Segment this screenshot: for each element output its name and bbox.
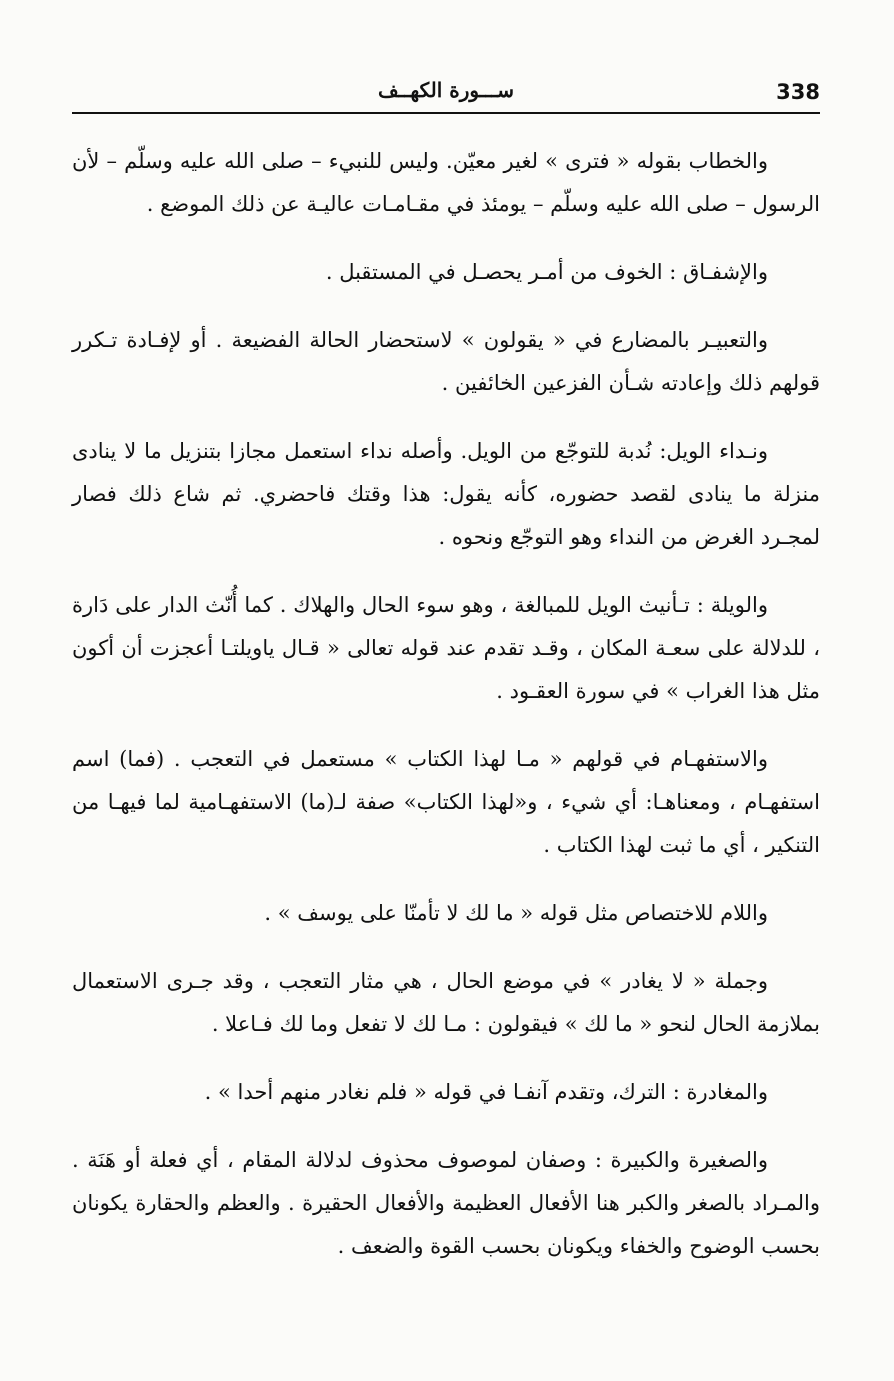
paragraph: والتعبيـر بالمضارع في « يقولون » لاستحضار الحالة الفضيعة . أو لإفـادة تـكرر قولهم ذلك وإعادته شـأن الفزعين الخائفين . xyxy=(72,328,820,395)
paragraph: والخطاب بقوله « فترى » لغير معيّن. وليس للنبيء – صلى الله عليه وسلّم – لأن الرسول – صلى الله عليه وسلّم – يومئذ في مقـامـات عاليـة عن ذلك الموضع . xyxy=(72,149,820,216)
page-body xyxy=(72,140,820,1293)
paragraph: والويلة : تـأنيث الويل للمبالغة ، وهو سوء الحال والهلاك . كما أُنّث الدار على دَارة ، للدلالة على سعـة المكان ، وقـد تقدم عند قوله تعالى « قـال ياويلتـا أعجزت أن أكون مثل هذا الغراب » في سورة العقـود . xyxy=(72,593,820,703)
page-number: 338 xyxy=(776,80,820,104)
page-header xyxy=(72,76,820,114)
paragraph: والاستفهـام في قولهم « مـا لهذا الكتاب » مستعمل في التعجب . (فما) اسم استفهـام ، ومعناهـا: أي شيء ، و«لهذا الكتاب» صفة لـ(ما) الاستفهـامية لما فيهـا من التنكير ، أي ما ثبت لهذا الكتاب . xyxy=(72,747,820,857)
paragraph: والمغادرة : الترك، وتقدم آنفـا في قوله « فلم نغادر منهم أحدا » . xyxy=(204,1080,768,1104)
paragraph: ونـداء الويل: نُدبة للتوجّع من الويل. وأصله نداء استعمل مجازا بتنزيل ما لا ينادى منزلة ما ينادى لقصد حضوره، كأنه يقول: هذا وقتك فاحضري. ثم شاع ذلك فصار لمجـرد الغرض من النداء وهو التوجّع ونحوه . xyxy=(72,439,820,549)
paragraph: واللام للاختصاص مثل قوله « ما لك لا تأمنّا على يوسف » . xyxy=(264,901,768,925)
running-title: ســـورة الكهــف xyxy=(377,78,515,102)
paragraph: وجملة « لا يغادر » في موضع الحال ، هي مثار التعجب ، وقد جـرى الاستعمال بملازمة الحال لنحو « ما لك » فيقولون : مـا لك لا تفعل وما لك فـاعلا . xyxy=(72,969,820,1036)
paragraph: والإشفـاق : الخوف من أمـر يحصـل في المستقبل . xyxy=(325,260,768,284)
paragraph: والصغيرة والكبيرة : وصفان لموصوف محذوف لدلالة المقام ، أي فعلة أو هَنَة . والمـراد بالصغر والكبر هنا الأفعال العظيمة والأفعال الحقيرة . والعظم والحقارة يكونان بحسب الوضوح والخفاء ويكونان بحسب القوة والضعف . xyxy=(72,1148,820,1258)
book-page xyxy=(72,0,820,1381)
